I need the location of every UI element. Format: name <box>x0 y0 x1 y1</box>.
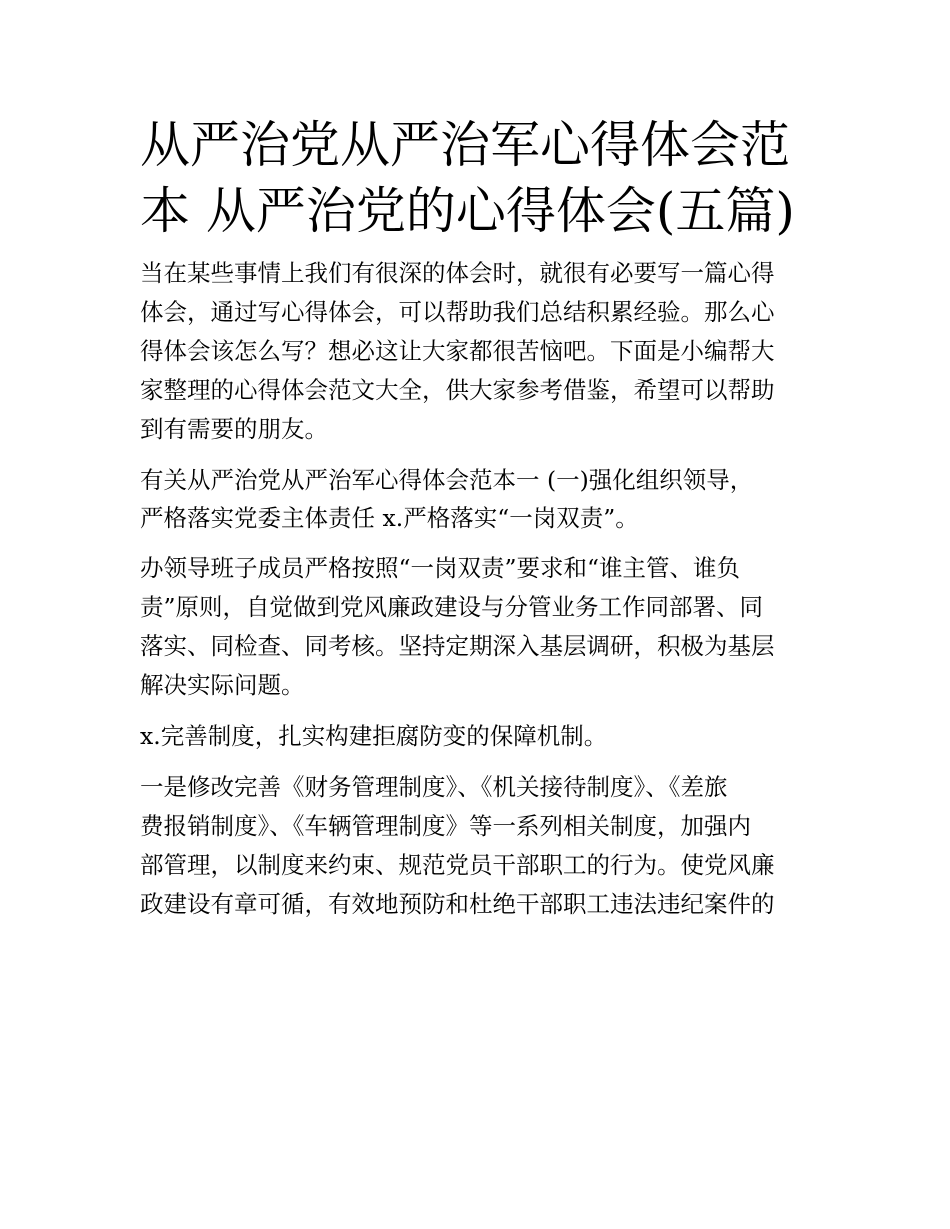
text-line: 严格落实党委主体责任 x.严格落实“一岗双责”。 <box>140 504 639 532</box>
text-line: 部管理，以制度来约束、规范党员干部职工的行为。使党风廉 <box>140 851 775 879</box>
text-line: 有关从严治党从严治军心得体会范本一 (一)强化组织领导， <box>140 466 754 494</box>
title-line-2: 本 从严治党的心得体会(五篇) <box>140 182 795 240</box>
document-page <box>140 112 812 936</box>
paragraph-intro <box>140 254 812 449</box>
document-title <box>140 112 812 244</box>
text-line: 责”原则，自觉做到党风廉政建设与分管业务工作同部署、同 <box>140 593 764 621</box>
text-line: 费报销制度》、《车辆管理制度》等一系列相关制度，加强内 <box>140 812 751 840</box>
text-line: 得体会该怎么写？想必这让大家都很苦恼吧。下面是小编帮大 <box>140 337 775 365</box>
text-line: 一是修改完善《财务管理制度》、《机关接待制度》、《差旅 <box>140 773 728 801</box>
text-line: 体会，通过写心得体会，可以帮助我们总结积累经验。那么心 <box>140 298 775 326</box>
text-line: 办领导班子成员严格按照“一岗双责”要求和“谁主管、谁负 <box>140 554 741 582</box>
text-line: 家整理的心得体会范文大全，供大家参考借鉴，希望可以帮助 <box>140 376 775 404</box>
text-line: 政建设有章可循，有效地预防和杜绝干部职工违法违纪案件的 <box>140 890 775 918</box>
text-line: 落实、同检查、同考核。坚持定期深入基层调研，积极为基层 <box>140 632 775 660</box>
paragraph-regulations <box>140 768 812 924</box>
text-line: 到有需要的朋友。 <box>140 415 328 443</box>
paragraph-responsibility <box>140 549 812 705</box>
title-line-1: 从严治党从严治军心得体会范 <box>140 116 790 174</box>
text-line: 当在某些事情上我们有很深的体会时，就很有必要写一篇心得 <box>140 259 775 287</box>
paragraph-subheading <box>140 717 812 756</box>
paragraph-section-heading <box>140 461 812 537</box>
document-body <box>140 254 812 924</box>
text-line: x.完善制度，扎实构建拒腐防变的保障机制。 <box>140 722 608 750</box>
text-line: 解决实际问题。 <box>140 671 305 699</box>
